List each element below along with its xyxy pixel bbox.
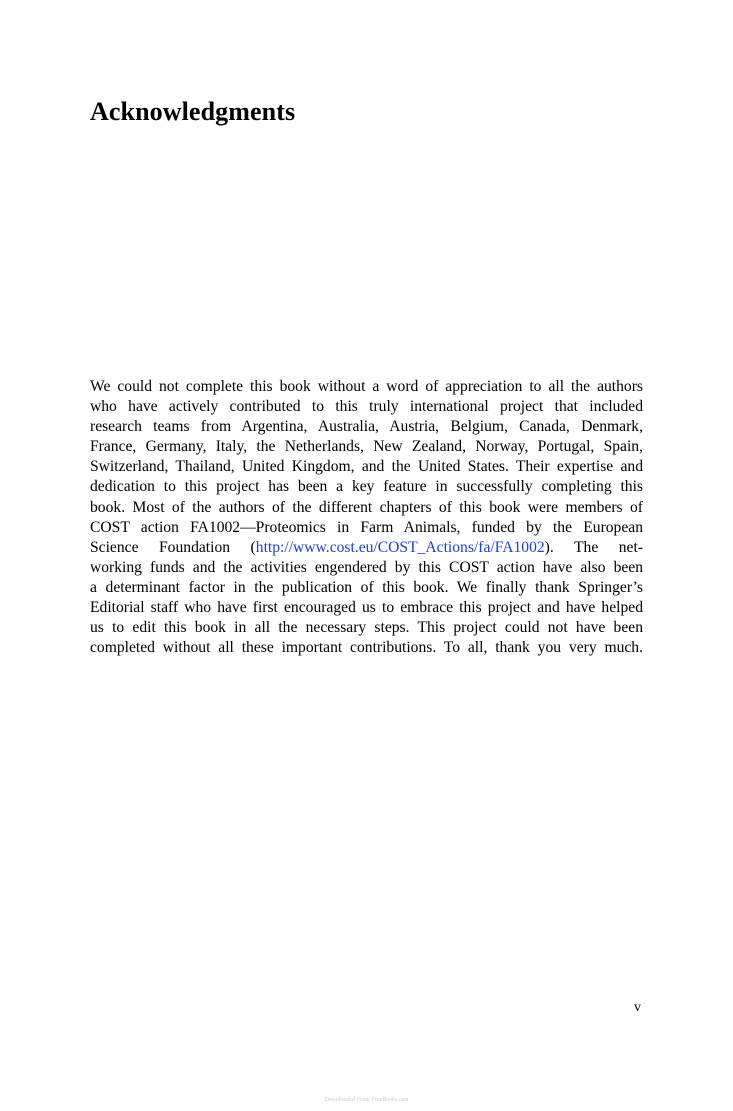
paragraph-line	[90, 518, 643, 538]
line-text: We could not complete this book without a word of appreciation to all the authors	[90, 378, 643, 395]
acknowledgments-paragraph	[90, 377, 643, 658]
paragraph-line	[90, 437, 643, 457]
line-text-after-link: ). The net-	[544, 538, 643, 556]
page-title: Acknowledgments	[90, 97, 296, 126]
line-text: who have actively contributed to this truly international project that included	[90, 398, 643, 416]
paragraph-line	[90, 598, 643, 618]
paragraph-line	[90, 618, 643, 638]
paragraph-line	[90, 638, 643, 658]
line-text: Switzerland, Thailand, United Kingdom, and the United States. Their expertise and	[90, 458, 643, 476]
paragraph-line	[90, 477, 643, 497]
footer-watermark: Downloaded From FreeBooks.com	[324, 1097, 409, 1103]
line-text: a determinant factor in the publication of this book. We finally thank Springer’s	[90, 578, 643, 596]
line-text: France, Germany, Italy, the Netherlands, New Zealand, Norway, Portugal, Spain,	[90, 438, 643, 456]
paragraph-line	[90, 377, 643, 397]
line-text: us to edit this book in all the necessary steps. This project could not have been	[90, 619, 643, 637]
line-text: book. Most of the authors of the different chapters of this book were members of	[90, 498, 643, 516]
paragraph-line	[90, 498, 643, 518]
paragraph-line	[90, 457, 643, 477]
line-text: working funds and the activities engendered by this COST action have also been	[90, 558, 643, 576]
paragraph-line	[90, 578, 643, 598]
page-number: v	[634, 1000, 641, 1015]
line-text: COST action FA1002—Proteomics in Farm Animals, funded by the European	[90, 518, 643, 536]
line-text: dedication to this project has been a key feature in successfully completing this	[90, 478, 643, 496]
cost-action-link[interactable]: http://www.cost.eu/COST_Actions/fa/FA1002	[255, 538, 545, 556]
paragraph-line	[90, 397, 643, 417]
line-text: Editorial staff who have first encouraged us to embrace this project and have helped	[90, 599, 643, 617]
paragraph-line	[90, 538, 643, 558]
line-text-before-link: Science Foundation (	[90, 538, 256, 556]
paragraph-line	[90, 558, 643, 578]
line-text: research teams from Argentina, Australia, Austria, Belgium, Canada, Denmark,	[90, 418, 643, 436]
paragraph-line	[90, 417, 643, 437]
line-text: completed without all these important contributions. To all, thank you very much.	[90, 639, 643, 657]
